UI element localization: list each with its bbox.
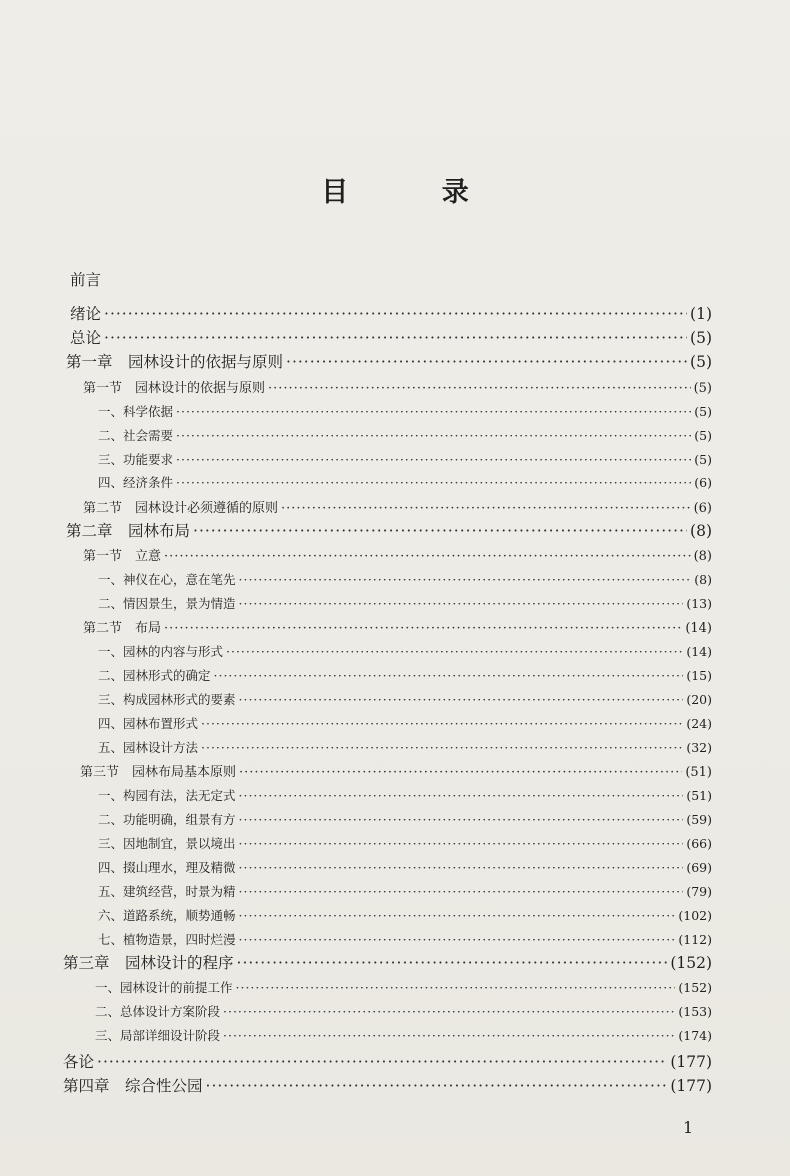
- toc-entry-item[interactable]: [98, 810, 712, 828]
- toc-entry-label: 七、植物造景，四时烂漫: [98, 932, 236, 947]
- toc-entry-page: (69): [686, 860, 712, 875]
- toc-entry-page: (6): [693, 501, 712, 516]
- toc-entry-page: (8): [690, 522, 712, 540]
- toc-entry-label: 二、总体设计方案阶段: [95, 1004, 221, 1019]
- toc-entry-page: (177): [670, 1077, 712, 1095]
- toc-entry-section-1-1[interactable]: [83, 377, 712, 396]
- toc-entry-item[interactable]: [98, 882, 712, 900]
- leader-dots: [176, 452, 691, 467]
- toc-entry-page: (8): [694, 572, 712, 587]
- toc-entry-label: 三、局部详细设计阶段: [95, 1028, 221, 1043]
- leader-dots: [206, 1077, 668, 1095]
- leader-dots: [176, 475, 691, 490]
- toc-entry-page: (51): [685, 765, 712, 780]
- leader-dots: [239, 596, 684, 611]
- toc-entry-page: (59): [686, 812, 712, 827]
- toc-entry-page: (5): [694, 452, 712, 467]
- toc-entry-label: 第一节 立意: [83, 549, 162, 564]
- leader-dots: [286, 353, 687, 371]
- toc-entry-page: (102): [678, 908, 712, 923]
- toc-entry-item[interactable]: [98, 690, 712, 708]
- toc-entry-label: 第一章 园林设计的依据与原则: [66, 353, 284, 371]
- leader-dots: [164, 621, 682, 636]
- toc-entry-preface[interactable]: [70, 268, 712, 290]
- toc-entry-label: 六、道路系统，顺势通畅: [98, 908, 236, 923]
- leader-dots: [239, 884, 684, 899]
- leader-dots: [104, 329, 687, 347]
- toc-entry-label: 前言: [70, 271, 102, 289]
- leader-dots: [239, 788, 684, 803]
- toc-entry-label: 四、经济条件: [98, 475, 174, 490]
- toc-entry-section-2-1[interactable]: [83, 545, 712, 564]
- toc-entry-page: (1): [690, 305, 712, 323]
- toc-entry-item[interactable]: [95, 978, 712, 996]
- toc-entry-label: 一、园林的内容与形式: [98, 644, 224, 659]
- toc-entry-page: (14): [686, 644, 712, 659]
- toc-entry-label: 二、社会需要: [98, 428, 174, 443]
- toc-entry-item[interactable]: [98, 473, 712, 491]
- leader-dots: [239, 860, 684, 875]
- leader-dots: [176, 428, 691, 443]
- toc-entry-chapter-1[interactable]: [66, 350, 712, 372]
- leader-dots: [164, 549, 691, 564]
- leader-dots: [239, 932, 676, 947]
- page-number: 1: [683, 1118, 694, 1137]
- toc-entry-label: 三、因地制宜，景以境出: [98, 836, 236, 851]
- toc-entry-page: (177): [670, 1053, 712, 1071]
- toc-entry-label: 第二节 园林设计必须遵循的原则: [83, 501, 279, 516]
- leader-dots: [104, 305, 687, 323]
- leader-dots: [201, 716, 683, 731]
- toc-entry-page: (15): [686, 668, 712, 683]
- toc-entry-page: (24): [686, 716, 712, 731]
- toc-entry-label: 第二节 布局: [83, 621, 162, 636]
- toc-entry-page: (153): [678, 1004, 712, 1019]
- toc-entry-introduction[interactable]: [70, 302, 712, 324]
- toc-entry-item[interactable]: [98, 642, 712, 660]
- toc-entry-label: 一、构园有法，法无定式: [98, 788, 236, 803]
- leader-dots: [176, 404, 691, 419]
- toc-entry-chapter-3[interactable]: [63, 951, 712, 973]
- toc-entry-page: (32): [686, 740, 712, 755]
- toc-entry-label: 第二章 园林布局: [66, 522, 191, 540]
- toc-entry-label: 总论: [70, 329, 102, 347]
- toc-entry-item[interactable]: [95, 1026, 712, 1044]
- leader-dots: [214, 668, 684, 683]
- toc-entry-page: (5): [690, 329, 712, 347]
- toc-entry-item[interactable]: [98, 834, 712, 852]
- page-title: 目 录: [321, 177, 511, 208]
- toc-entry-item[interactable]: [98, 402, 712, 420]
- toc-entry-chapter-4[interactable]: [63, 1074, 712, 1096]
- toc-entry-section-2-3[interactable]: [80, 761, 712, 780]
- toc-entry-label: 第四章 综合性公园: [63, 1077, 203, 1095]
- leader-dots: [239, 765, 682, 780]
- toc-entry-label: 二、园林形式的确定: [98, 668, 211, 683]
- toc-entry-item[interactable]: [98, 426, 712, 444]
- toc-entry-specific[interactable]: [63, 1050, 712, 1072]
- leader-dots: [268, 381, 691, 396]
- toc-entry-page: (5): [693, 381, 712, 396]
- leader-dots: [239, 836, 684, 851]
- toc-entry-item[interactable]: [98, 858, 712, 876]
- toc-entry-label: 一、科学依据: [98, 404, 174, 419]
- toc-entry-label: 四、掇山理水，理及精微: [98, 860, 236, 875]
- toc-entry-page: (6): [694, 475, 712, 490]
- toc-entry-page: (5): [690, 353, 712, 371]
- leader-dots: [193, 522, 687, 540]
- leader-dots: [223, 1004, 675, 1019]
- toc-entry-label: 五、园林设计方法: [98, 740, 199, 755]
- leader-dots: [239, 812, 684, 827]
- leader-dots: [239, 692, 684, 707]
- toc-entry-label: 一、园林设计的前提工作: [95, 980, 233, 995]
- toc-entry-item[interactable]: [98, 738, 712, 756]
- leader-dots: [97, 1053, 667, 1071]
- toc-entry-page: (5): [694, 404, 712, 419]
- leader-dots: [281, 501, 691, 516]
- toc-entry-label: 三、构成园林形式的要素: [98, 692, 236, 707]
- toc-entry-page: (79): [686, 884, 712, 899]
- toc-entry-page: (112): [678, 932, 712, 947]
- toc-entry-item[interactable]: [98, 930, 712, 948]
- leader-dots: [236, 980, 676, 995]
- toc-entry-item[interactable]: [98, 906, 712, 924]
- leader-dots: [239, 572, 692, 587]
- toc-entry-item[interactable]: [95, 1002, 712, 1020]
- toc-entry-item[interactable]: [98, 714, 712, 732]
- toc-entry-item[interactable]: [98, 450, 712, 468]
- toc-entry-chapter-2[interactable]: [66, 519, 712, 541]
- toc-entry-label: 第一节 园林设计的依据与原则: [83, 381, 266, 396]
- leader-dots: [223, 1028, 675, 1043]
- toc-entry-label: 绪论: [70, 305, 102, 323]
- toc-entry-item[interactable]: [98, 570, 712, 588]
- toc-entry-section-1-2[interactable]: [83, 497, 712, 516]
- toc-entry-item[interactable]: [98, 786, 712, 804]
- toc-entry-general[interactable]: [70, 326, 712, 348]
- toc-entry-page: (14): [685, 621, 712, 636]
- toc-entry-page: (66): [686, 836, 712, 851]
- leader-dots: [201, 740, 683, 755]
- toc-entry-section-2-2[interactable]: [83, 617, 712, 636]
- toc-entry-label: 第三节 园林布局基本原则: [80, 765, 237, 780]
- toc-entry-label: 各论: [63, 1053, 95, 1071]
- leader-dots: [237, 954, 668, 972]
- toc-entry-label: 五、建筑经营，时景为精: [98, 884, 236, 899]
- toc-entry-label: 第三章 园林设计的程序: [63, 954, 234, 972]
- toc-entry-page: (8): [693, 549, 712, 564]
- toc-entry-page: (51): [686, 788, 712, 803]
- toc-entry-label: 二、情因景生，景为情造: [98, 596, 236, 611]
- toc-entry-label: 三、功能要求: [98, 452, 174, 467]
- toc-entry-page: (5): [694, 428, 712, 443]
- toc-entry-page: (13): [686, 596, 712, 611]
- toc-entry-item[interactable]: [98, 666, 712, 684]
- leader-dots: [226, 644, 683, 659]
- toc-entry-label: 二、功能明确，组景有方: [98, 812, 236, 827]
- toc-entry-page: (20): [686, 692, 712, 707]
- toc-entry-page: (174): [678, 1028, 712, 1043]
- leader-dots: [239, 908, 676, 923]
- toc-entry-page: (152): [678, 980, 712, 995]
- toc-entry-page: (152): [670, 954, 712, 972]
- toc-entry-label: 一、神仪在心，意在笔先: [98, 572, 236, 587]
- toc-entry-item[interactable]: [98, 594, 712, 612]
- toc-entry-label: 四、园林布置形式: [98, 716, 199, 731]
